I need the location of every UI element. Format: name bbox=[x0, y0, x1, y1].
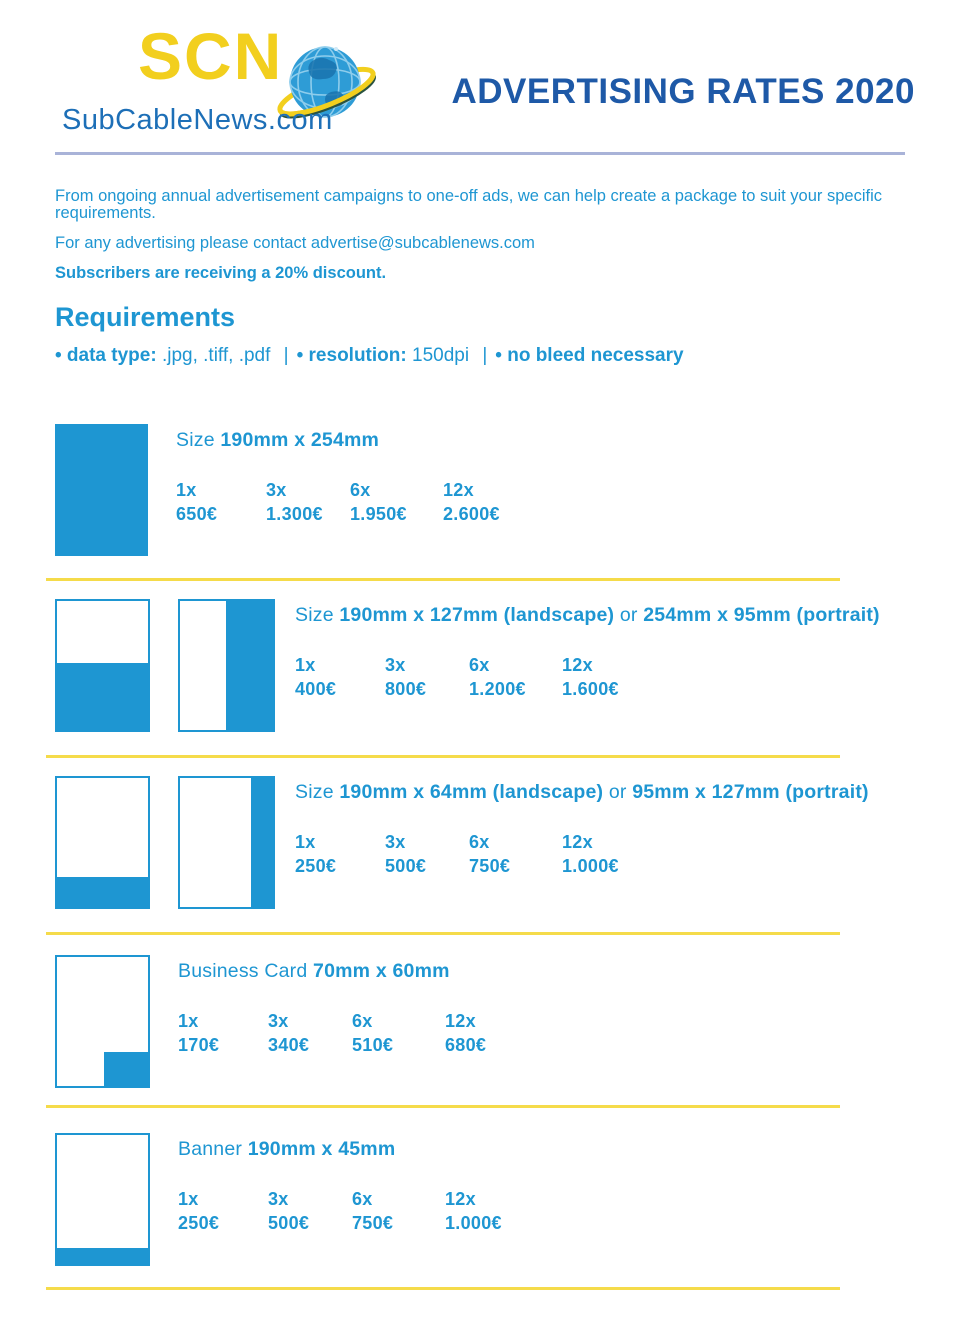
rate-table bbox=[295, 653, 880, 701]
diagram-fill bbox=[251, 777, 274, 908]
ad-diagram-full-page bbox=[55, 424, 148, 556]
price-value: 500€ bbox=[268, 1213, 310, 1233]
frequency-label: 1x bbox=[295, 832, 316, 852]
intro-line-1: From ongoing annual advertisement campaigns to one-off ads, we can help create a package to suit your specific requirements. bbox=[55, 187, 883, 222]
diagram-fill bbox=[104, 1052, 150, 1087]
requirements-specs bbox=[55, 345, 684, 367]
frequency-label: 6x bbox=[469, 832, 490, 852]
ad-diagram-business-card bbox=[55, 955, 150, 1088]
rate-details bbox=[178, 1133, 502, 1266]
resolution-label: • resolution: bbox=[296, 345, 407, 366]
frequency-label: 12x bbox=[562, 655, 593, 675]
rate-table bbox=[295, 830, 869, 878]
ad-size-title: Banner 190mm x 45mm bbox=[178, 1138, 396, 1160]
requirements-heading: Requirements bbox=[55, 302, 236, 332]
ad-diagrams bbox=[55, 955, 150, 1088]
price-value: 1.200€ bbox=[469, 679, 526, 699]
frequency-label: 12x bbox=[443, 480, 474, 500]
ad-diagram-half-landscape bbox=[55, 599, 150, 732]
header-divider bbox=[55, 152, 905, 155]
logo bbox=[60, 19, 400, 142]
rate-block-full-page bbox=[55, 424, 500, 556]
rate-table bbox=[178, 1187, 502, 1235]
price-value: 1.000€ bbox=[445, 1213, 502, 1233]
frequency-label: 6x bbox=[469, 655, 490, 675]
discount-note: Subscribers are receiving a 20% discount. bbox=[55, 264, 387, 282]
price-value: 170€ bbox=[178, 1035, 220, 1055]
frequency-label: 1x bbox=[178, 1011, 199, 1031]
frequency-label: 1x bbox=[176, 480, 197, 500]
price-value: 400€ bbox=[295, 679, 337, 699]
price-value: 500€ bbox=[385, 856, 427, 876]
diagram-fill bbox=[56, 1248, 149, 1265]
rate-details bbox=[295, 776, 869, 909]
ad-diagrams bbox=[55, 776, 275, 909]
ad-diagram-banner bbox=[55, 1133, 150, 1266]
intro-line-2: For any advertising please contact advertise@subcablenews.com bbox=[55, 234, 535, 252]
price-value: 1.300€ bbox=[266, 504, 323, 524]
ad-diagram-quarter-portrait bbox=[178, 776, 275, 909]
rate-block-business-card bbox=[55, 955, 486, 1088]
price-value: 650€ bbox=[176, 504, 218, 524]
price-value: 750€ bbox=[352, 1213, 394, 1233]
frequency-label: 3x bbox=[385, 832, 406, 852]
section-divider bbox=[46, 1287, 840, 1290]
frequency-label: 3x bbox=[268, 1189, 289, 1209]
resolution-value: 150dpi bbox=[406, 345, 475, 366]
price-value: 250€ bbox=[178, 1213, 220, 1233]
price-value: 510€ bbox=[352, 1035, 394, 1055]
diagram-fill bbox=[56, 877, 149, 908]
frequency-label: 6x bbox=[350, 480, 371, 500]
price-value: 2.600€ bbox=[443, 504, 500, 524]
frequency-label: 6x bbox=[352, 1011, 373, 1031]
frequency-label: 1x bbox=[178, 1189, 199, 1209]
rate-details bbox=[178, 955, 486, 1088]
price-value: 1.600€ bbox=[562, 679, 619, 699]
page-title: ADVERTISING RATES 2020 bbox=[451, 72, 915, 111]
frequency-label: 12x bbox=[445, 1011, 476, 1031]
data-type-label: • data type: bbox=[55, 345, 157, 366]
logo-domain: SubCableNews.com bbox=[62, 104, 333, 136]
frequency-label: 6x bbox=[352, 1189, 373, 1209]
intro-text bbox=[55, 188, 925, 295]
frequency-label: 3x bbox=[268, 1011, 289, 1031]
frequency-label: 12x bbox=[562, 832, 593, 852]
price-value: 1.000€ bbox=[562, 856, 619, 876]
price-value: 1.950€ bbox=[350, 504, 407, 524]
rate-details bbox=[176, 424, 500, 556]
no-bleed-label: • no bleed necessary bbox=[495, 345, 684, 366]
rate-details bbox=[295, 599, 880, 732]
rate-table bbox=[176, 478, 500, 526]
frequency-label: 3x bbox=[266, 480, 287, 500]
spec-separator: | bbox=[283, 345, 289, 366]
section-divider bbox=[46, 578, 840, 581]
price-value: 250€ bbox=[295, 856, 337, 876]
price-value: 680€ bbox=[445, 1035, 487, 1055]
ad-size-title: Size 190mm x 64mm (landscape) or 95mm x 127mm (portrait) bbox=[295, 781, 869, 803]
diagram-fill bbox=[56, 663, 149, 731]
data-type-value: .jpg, .tiff, .pdf bbox=[156, 345, 276, 366]
rate-block-quarter-page bbox=[55, 776, 869, 909]
spec-separator: | bbox=[482, 345, 488, 366]
frequency-label: 1x bbox=[295, 655, 316, 675]
section-divider bbox=[46, 1105, 840, 1108]
rate-block-half-page bbox=[55, 599, 880, 732]
ad-size-title: Size 190mm x 254mm bbox=[176, 429, 380, 451]
ad-diagrams bbox=[55, 424, 148, 556]
ad-size-title: Business Card 70mm x 60mm bbox=[178, 960, 450, 982]
contact-email: advertise@subcablenews.com bbox=[310, 234, 535, 252]
ad-diagrams bbox=[55, 1133, 150, 1266]
price-value: 800€ bbox=[385, 679, 427, 699]
ad-size-title: Size 190mm x 127mm (landscape) or 254mm x 95mm (portrait) bbox=[295, 604, 880, 626]
section-divider bbox=[46, 932, 840, 935]
frequency-label: 3x bbox=[385, 655, 406, 675]
section-divider bbox=[46, 755, 840, 758]
price-value: 340€ bbox=[268, 1035, 310, 1055]
rate-table bbox=[178, 1009, 486, 1057]
price-value: 750€ bbox=[469, 856, 511, 876]
ad-diagram-quarter-landscape bbox=[55, 776, 150, 909]
ad-diagrams bbox=[55, 599, 275, 732]
rate-block-banner bbox=[55, 1133, 502, 1266]
frequency-label: 12x bbox=[445, 1189, 476, 1209]
ad-diagram-half-portrait bbox=[178, 599, 275, 732]
logo-acronym: SCN bbox=[138, 19, 284, 93]
diagram-fill bbox=[226, 600, 274, 731]
